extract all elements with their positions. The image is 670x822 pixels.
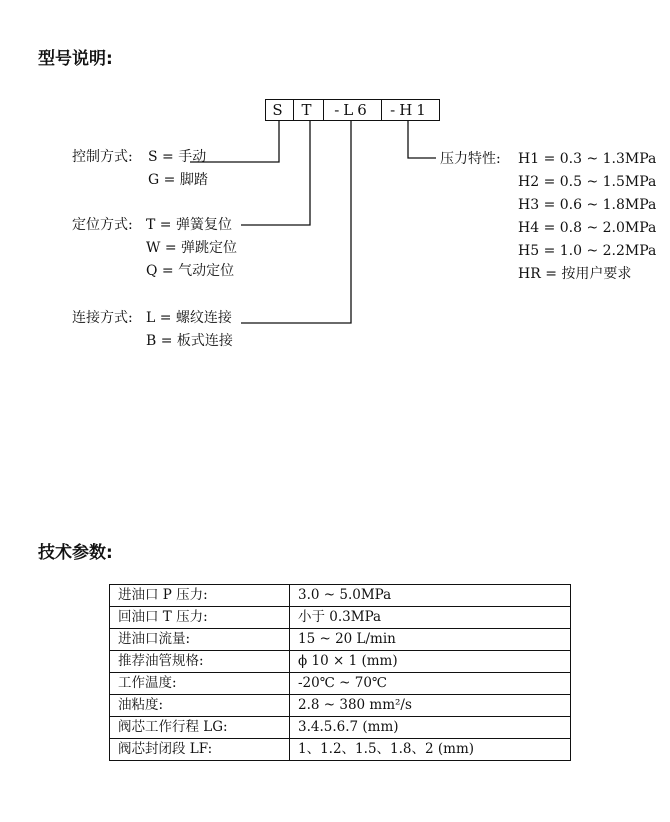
code-segment-pressure: -H1 — [390, 101, 430, 119]
param-value: ϕ 10 × 1 (mm) — [290, 651, 571, 673]
position-label: 定位方式: — [72, 217, 133, 233]
control-label: 控制方式: — [72, 149, 133, 165]
control-option-foot: G = 脚踏 — [148, 172, 208, 188]
position-option-pneumatic: Q = 气动定位 — [146, 263, 235, 279]
pressure-label: 压力特性: — [440, 151, 501, 167]
param-value: 3.0 ~ 5.0MPa — [290, 585, 571, 607]
param-name: 油粘度: — [110, 695, 290, 717]
param-value: 2.8 ~ 380 mm²/s — [290, 695, 571, 717]
param-name: 工作温度: — [110, 673, 290, 695]
pressure-option-h4: H4 = 0.8 ~ 2.0MPa — [518, 220, 657, 236]
table-row — [110, 695, 571, 717]
position-option-detent: W = 弹跳定位 — [146, 240, 238, 256]
param-name: 推荐油管规格: — [110, 651, 290, 673]
param-value: 小于 0.3MPa — [290, 607, 571, 629]
pressure-option-h1: H1 = 0.3 ~ 1.3MPa — [518, 151, 657, 167]
tech-spec-table — [109, 584, 571, 761]
param-value: 15 ~ 20 L/min — [290, 629, 571, 651]
param-name: 进油口 P 压力: — [110, 585, 290, 607]
param-name: 回油口 T 压力: — [110, 607, 290, 629]
param-name: 阀芯封闭段 LF: — [110, 739, 290, 761]
param-value: 3.4.5.6.7 (mm) — [290, 717, 571, 739]
table-row — [110, 651, 571, 673]
param-name: 进油口流量: — [110, 629, 290, 651]
table-row — [110, 607, 571, 629]
table-row — [110, 739, 571, 761]
position-option-spring: T = 弹簧复位 — [146, 217, 232, 233]
code-segment-control: S — [266, 100, 294, 120]
table-row — [110, 585, 571, 607]
table-row — [110, 717, 571, 739]
pressure-option-hr: HR = 按用户要求 — [518, 266, 632, 282]
connection-label: 连接方式: — [72, 310, 133, 326]
tech-heading: 技术参数: — [38, 543, 113, 563]
pressure-option-h2: H2 = 0.5 ~ 1.5MPa — [518, 174, 657, 190]
code-segment-connection: -L6 — [324, 100, 382, 120]
param-value: -20℃ ~ 70℃ — [290, 673, 571, 695]
code-segment-position: T — [294, 100, 324, 120]
table-row — [110, 673, 571, 695]
control-option-manual: S = 手动 — [148, 149, 207, 165]
pressure-option-h3: H3 = 0.6 ~ 1.8MPa — [518, 197, 657, 213]
model-heading: 型号说明: — [38, 49, 113, 69]
pressure-option-h5: H5 = 1.0 ~ 2.2MPa — [518, 243, 657, 259]
param-value: 1、1.2、1.5、1.8、2 (mm) — [290, 739, 571, 761]
table-row — [110, 629, 571, 651]
connection-option-plate: B = 板式连接 — [146, 333, 233, 349]
param-name: 阀芯工作行程 LG: — [110, 717, 290, 739]
connection-option-thread: L = 螺纹连接 — [146, 310, 232, 326]
